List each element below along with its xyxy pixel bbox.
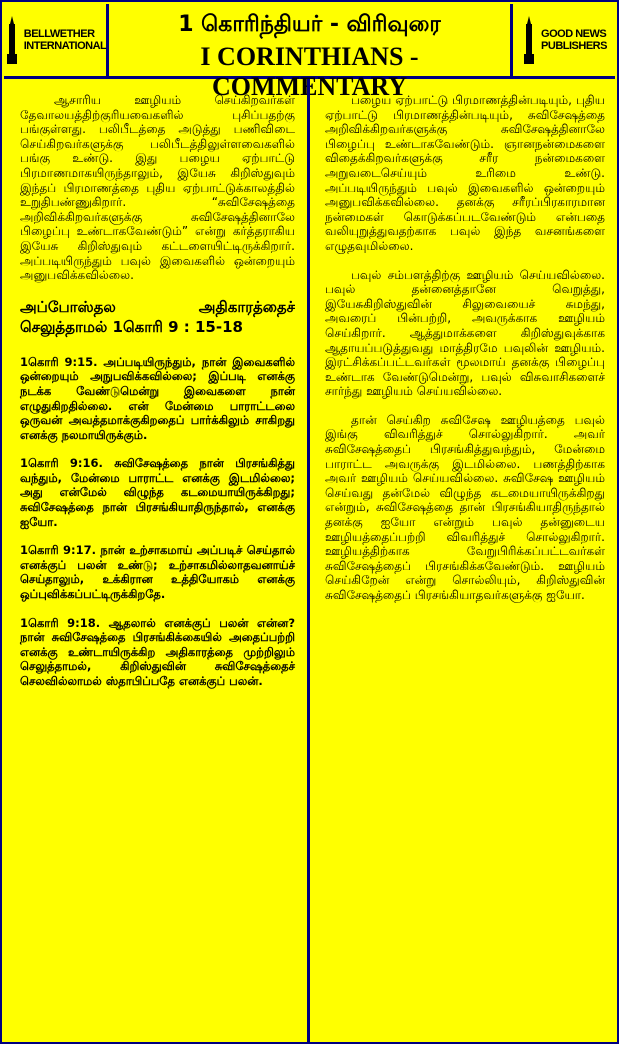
right-column	[313, 79, 615, 1042]
page-title-english: I CORINTHIANS - COMMENTARY	[200, 42, 419, 101]
left-column	[4, 79, 310, 1042]
commentary-paragraph: பழைய ஏற்பாட்டு பிரமாணத்தின்படியும், புதிய ஏற்பாட்டு பிரமாணத்தின்படியும், சுவிசேஷத்தை அறிவிக்கிறவர்களுக்கு சுவிசேஷத்தினாலே பிழைப்பு உண்டாகவேண்டும். ஞானநன்மைகளை விதைக்கிறவர்களுக்கு சரீர நன்மைகளை அறுவடைசெய்யும் உரிமை உண்டு. அப்படியிருந்தும் பவுல் இவைகளில் ஒன்றையும் அனுபவிக்கவில்லை. தனக்கு சரீரப்பிரகாரமான நன்மைகள் கொடுக்கப்படவேண்டும் என்பதை வலியுறுத்துவதற்காக பவுல் இந்த வசனங்களை எழுதவுமில்லை.	[325, 93, 605, 253]
commentary-paragraph: பவுல் சம்பளத்திற்கு ஊழியம் செய்யவில்லை. பவுல் தன்னைத்தானே வெறுத்து, இயேசுகிறிஸ்துவின் சிலுவையைச் சுமந்து, அவரைப் பின்பற்றி, அவருக்காக ஊழியம் செய்கிறார். ஆத்துமாக்களை கிறிஸ்துவுக்காக ஆதாயப்படுத்துவது மாத்திரமே பவுலின் ஊழியம். இரட்சிக்கப்பட்டவர்கள் மூலமாய் தனக்கு பிழைப்பு உண்டாக வேண்டுமென்று, பவுல் விசுவாசிகளைச் சார்ந்து ஊழியம் செய்யவில்லை.	[325, 267, 605, 399]
bell-tower-icon	[4, 16, 20, 64]
verse-text: 1கொரி 9:18. ஆதலால் எனக்குப் பலன் என்ன? நான் சுவிசேஷத்தை பிரசங்கிக்கையில் அதைப்பற்றி எனக்கு உண்டாயிருக்கிற அதிகாரத்தை முற்றிலும் செலுத்தாமல், கிறிஸ்துவின் சுவிசேஷத்தைச் செலவில்லாமல் ஸ்தாபிப்பதே எனக்குப் பலன்.	[20, 615, 295, 688]
good-news-logo-text	[541, 28, 607, 52]
bellwether-logo-line1: BELLWETHER	[23, 28, 95, 40]
commentary-paragraph: ஆசாரிய ஊழியம் செய்கிறவர்கள் தேவாலயத்திற்குரியவைகளில் புசிப்பதற்கு பங்குள்ளது. பலிபீடத்தை அடுத்து பணிவிடை செய்கிறவர்களுக்கு பலிபீடத்திலுள்ளவைகளில் பங்கு உண்டு. இது பழைய ஏற்பாட்டு பிரமாணமாகயிருந்தாலும், இயேசு கிறிஸ்துவும் இந்தப் பிரமாணத்தை புதிய ஏற்பாட்டுக்காலத்தில் உறுதிபண்ணுகிறார். “சுவிசேஷத்தை அறிவிக்கிறவர்களுக்கு சுவிசேஷத்தினாலே பிழைப்பு உண்டாகவேண்டும்” என்று கர்த்தராகிய இயேசு கிறிஸ்துவும் கட்டளையிட்டிருக்கிறார். அப்படியிருந்தும் பவுல் இவைகளில் ஒன்றையும் அனுபவிக்கவில்லை.	[20, 93, 295, 283]
tower-icon	[521, 16, 537, 64]
good-news-logo-line2: PUBLISHERS	[541, 40, 607, 52]
bellwether-logo	[4, 4, 109, 76]
good-news-logo	[510, 4, 615, 76]
page-header	[4, 4, 615, 101]
good-news-logo-line1: GOOD NEWS	[541, 28, 607, 40]
bellwether-logo-text	[24, 28, 107, 52]
commentary-paragraph: தான் செய்கிற சுவிசேஷ ஊழியத்தை பவுல் இங்கு விவரித்துச் சொல்லுகிறார். அவர் சுவிசேஷத்தைப் பிரசங்கித்துவந்தும், மேன்மை பாராட்ட அவருக்கு இடமில்லை. பணத்திற்காக அவர் ஊழியம் செய்யவில்லை. சுவிசேஷ ஊழியம் செய்வது தன்மேல் விழுந்த கடமையாயிருக்கிறது என்றும், சுவிசேஷத்தை தான் பிரசங்கியாதிருந்தால் தனக்கு ஐயோ என்றும் பவுல் தன்னுடைய ஊழியத்தைப்பற்றி விவரித்துச் சொல்லுகிறார். ஊழியத்திற்காக வேறுபிரிக்கப்பட்டவர்கள் சுவிசேஷத்தைப் பிரசங்கிக்கவேண்டும். ஊழியம் செய்கிறேன் என்று சொல்லியும், கிறிஸ்துவின் சுவிசேஷத்தைப் பிரசங்கியாதவர்களுக்கு ஐயோ.	[325, 412, 605, 602]
page-title-tamil: 1 கொரிந்தியர் - விரிவுரை	[178, 12, 441, 37]
verse-text: 1கொரி 9:15. அப்படியிருந்தும், நான் இவைகளில் ஒன்றையும் அநுபவிக்கவில்லை; இப்படி எனக்கு நடக்க வேண்டுமென்று இவைகளை நான் எழுதுகிறதில்லை. என் மேன்மை பாராட்டலை ஒருவன் அவத்தமாக்குகிறதைப் பார்க்கிலும் சாகிறது எனக்கு நலமாயிருக்கும்.	[20, 354, 295, 442]
title-block	[109, 4, 510, 101]
section-heading: அப்போஸ்தல அதிகாரத்தைச் செலுத்தாமல் 1கொரி 9 : 15-18	[20, 297, 295, 336]
bellwether-logo-line2: INTERNATIONAL	[23, 40, 107, 52]
verse-text: 1கொரி 9:16. சுவிசேஷத்தை நான் பிரசங்கித்து வந்தும், மேன்மை பாராட்ட எனக்கு இடமில்லை; அது என்மேல் விழுந்த கடமையாயிருக்கிறது; சுவிசேஷத்தை நான் பிரசங்கியாதிருந்தால், எனக்கு ஐயோ.	[20, 456, 295, 529]
verse-text: 1கொரி 9:17. நான் உற்சாகமாய் அப்படிச் செய்தால் எனக்குப் பலன் உண்டு; உற்சாகமில்லாதவனாய்ச் செய்தாலும், உக்கிரான உத்தியோகம் எனக்கு ஒப்புவிக்கப்பட்டிருக்கிறதே.	[20, 543, 295, 602]
